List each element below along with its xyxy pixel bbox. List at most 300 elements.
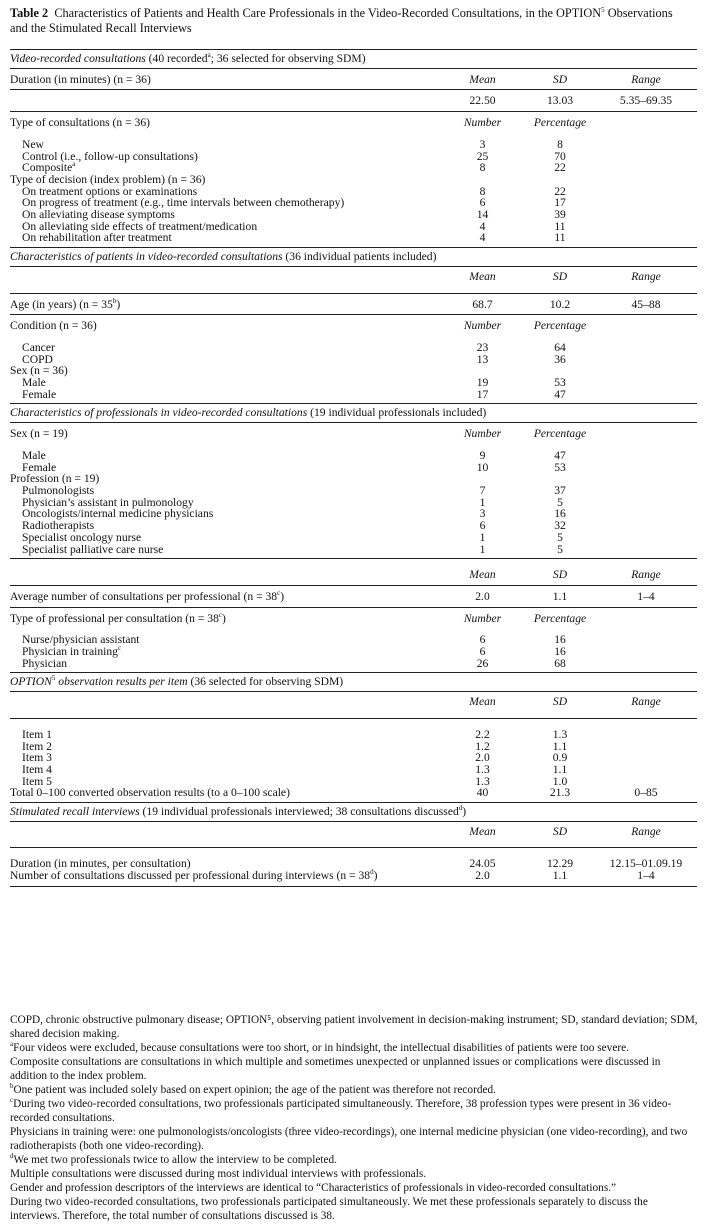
percentage-or-sd-cell: 21.3 <box>549 786 571 800</box>
table-footnotes <box>10 1013 700 1223</box>
percentage-or-sd-cell: 37 <box>554 483 566 497</box>
number-or-mean-cell: 1.3 <box>475 762 490 776</box>
row-label <box>10 569 440 581</box>
row-label-text: On treatment options or examinations <box>22 184 198 198</box>
number-or-mean-cell: 19 <box>476 376 489 390</box>
number-or-mean-cell: 3 <box>479 507 486 521</box>
row-label-text: ) <box>280 589 285 603</box>
row-label <box>10 591 440 603</box>
section-title-detail: (40 recorded <box>145 52 208 65</box>
percentage-or-sd-cell <box>525 174 595 186</box>
number-or-mean-cell: Mean <box>469 72 496 86</box>
table-row <box>10 377 697 389</box>
row-label <box>10 544 440 556</box>
section-title-detail: ; 36 selected for observing SDM) <box>210 52 366 65</box>
footnote <box>10 1055 700 1083</box>
table-row <box>10 69 697 91</box>
number-or-mean-cell: 1.2 <box>475 739 490 753</box>
range-cell <box>595 658 697 670</box>
number-or-mean-cell: 4 <box>479 231 486 245</box>
range-cell <box>595 497 697 509</box>
row-label <box>10 389 440 401</box>
range-cell: Range <box>631 824 661 838</box>
row-label-text: Oncologists/internal medicine physicians <box>22 507 214 521</box>
number-or-mean-cell: 1 <box>479 495 486 509</box>
number-or-mean-cell: 23 <box>476 340 489 354</box>
range-cell: 12.15–01.09.19 <box>609 857 683 871</box>
number-or-mean-cell: 24.05 <box>469 857 496 871</box>
row-label <box>10 377 440 389</box>
range-cell: 0–85 <box>634 786 658 800</box>
range-cell <box>595 389 697 401</box>
table-row <box>10 586 697 608</box>
footnote-text: Composite consultations are consultations in which multiple and sometimes unexpected or unplanned issues or complications were discussed in addition to the index problem. <box>10 1056 661 1082</box>
footnote-text: Gender and profession descriptors of the interviews are identical to “Characteristics of professionals in video-recorded consultations.” <box>10 1182 617 1194</box>
percentage-or-sd-cell: 1.1 <box>552 869 568 883</box>
footnote-marker: d <box>458 804 463 813</box>
section-title-detail: (19 individual professionals included) <box>307 406 487 420</box>
number-or-mean-cell: 4 <box>479 219 486 233</box>
percentage-or-sd-cell: 8 <box>557 137 563 151</box>
number-or-mean-cell: 1.3 <box>475 774 490 788</box>
footnote <box>10 1125 700 1153</box>
range-cell <box>595 151 697 163</box>
table-row <box>10 559 697 586</box>
number-or-mean-cell: Number <box>463 116 502 130</box>
range-cell <box>595 485 697 497</box>
row-label <box>10 296 440 311</box>
percentage-or-sd-cell: 47 <box>554 448 566 462</box>
table-row <box>10 508 697 520</box>
section-title <box>10 407 486 419</box>
number-or-mean-cell: 17 <box>476 387 489 401</box>
footnote <box>10 1083 700 1097</box>
range-cell <box>595 544 697 556</box>
number-or-mean-cell: 68.7 <box>472 297 493 311</box>
table-row <box>10 646 697 658</box>
table-row <box>10 870 697 887</box>
row-label-text: Sex (n = 36) <box>10 364 68 378</box>
percentage-or-sd-cell: Percentage <box>533 116 587 130</box>
footnote-marker: c <box>10 1096 14 1105</box>
number-or-mean-cell: 6 <box>479 196 486 210</box>
number-or-mean-cell: Mean <box>469 269 496 283</box>
table-row <box>10 342 697 354</box>
range-cell <box>595 752 697 764</box>
number-or-mean-cell: 22.50 <box>469 94 496 108</box>
table-row <box>10 112 697 139</box>
row-label-text: Item 2 <box>22 739 52 753</box>
number-or-mean-cell: 2.0 <box>475 751 490 765</box>
range-cell <box>595 139 697 151</box>
number-or-mean-cell: 26 <box>476 656 489 670</box>
footnote-marker: d <box>370 868 374 877</box>
section-title-italic: observation results per item <box>55 675 188 689</box>
table-title: Characteristics of Patients and Health Care Professionals in the Video-Recorded Consultations, in the OPTION <box>54 6 602 20</box>
number-or-mean-cell: Number <box>463 319 502 333</box>
range-cell <box>595 634 697 646</box>
footnote-marker: c <box>117 644 122 653</box>
row-label-text: Age (in years) (n = 35 <box>10 297 113 311</box>
table-row <box>10 365 697 377</box>
percentage-or-sd-cell: 36 <box>554 352 566 366</box>
section-title-italic: Video-recorded consultations <box>10 52 146 65</box>
range-cell <box>595 613 697 625</box>
range-cell: Range <box>631 695 661 709</box>
percentage-or-sd-cell: 53 <box>554 460 566 474</box>
row-label <box>10 342 440 354</box>
percentage-or-sd-cell: SD <box>552 824 568 838</box>
table-row <box>10 315 697 342</box>
range-cell: 5.35–69.35 <box>619 94 673 108</box>
percentage-or-sd-cell: 16 <box>554 507 566 521</box>
footnote <box>10 1097 700 1125</box>
table-row <box>10 267 697 294</box>
number-or-mean-cell: 14 <box>476 208 489 222</box>
range-cell <box>595 450 697 462</box>
percentage-or-sd-cell: 68 <box>554 656 566 670</box>
range-cell <box>595 186 697 198</box>
row-label-text: Item 4 <box>22 762 52 776</box>
range-cell <box>595 741 697 753</box>
percentage-or-sd-cell: SD <box>552 695 568 709</box>
row-label <box>10 271 440 283</box>
number-or-mean-cell: Mean <box>469 695 496 709</box>
row-label-text: ) <box>222 611 226 625</box>
table-row <box>10 151 697 163</box>
number-or-mean-cell: 8 <box>479 161 486 175</box>
section-title <box>10 806 466 818</box>
row-label-text: On alleviating side effects of treatment/medication <box>22 219 258 233</box>
footnote-marker: b <box>112 296 117 305</box>
percentage-or-sd-cell: SD <box>552 72 568 86</box>
range-cell <box>595 508 697 520</box>
number-or-mean-cell: 6 <box>479 633 486 647</box>
range-cell <box>595 221 697 233</box>
range-cell <box>595 428 697 440</box>
row-label-text: Female <box>22 387 57 401</box>
row-label-text: Average number of consultations per professional (n = 38 <box>10 589 278 603</box>
row-label-text: Specialist palliative care nurse <box>22 542 164 556</box>
table-row <box>10 423 697 450</box>
number-or-mean-cell: 6 <box>479 645 486 659</box>
number-or-mean-cell: Mean <box>469 568 496 582</box>
range-cell <box>595 532 697 544</box>
row-label-text: COPD <box>22 352 53 366</box>
table-row <box>10 462 697 474</box>
percentage-or-sd-cell: 17 <box>554 196 566 210</box>
footnote-text: During two video-recorded consultations, two professionals participated simultaneously. Therefore, 38 profession types were present in 36 video-recorded consultations. <box>10 1098 672 1124</box>
row-label-text: Sex (n = 19) <box>10 427 68 441</box>
range-cell <box>595 232 697 244</box>
row-label <box>10 741 440 753</box>
range-cell <box>595 473 697 485</box>
row-label <box>10 752 440 764</box>
characteristics-table <box>10 49 697 887</box>
table-row <box>10 764 697 776</box>
row-label-text: On rehabilitation after treatment <box>22 231 172 245</box>
number-or-mean-cell: Number <box>463 427 502 441</box>
footnote-text: Multiple consultations were discussed during most individual interviews with professionals. <box>10 1168 427 1180</box>
range-cell: 1–4 <box>637 869 655 883</box>
range-cell <box>595 646 697 658</box>
table-row <box>10 354 697 366</box>
row-label-text: Cancer <box>22 340 55 354</box>
percentage-or-sd-cell: 1.3 <box>552 727 568 741</box>
row-label <box>10 365 440 377</box>
range-cell: Range <box>631 269 661 283</box>
row-label-text: Number of consultations discussed per professional during interviews (n = 38 <box>10 869 371 883</box>
percentage-or-sd-cell: 53 <box>554 376 566 390</box>
row-label <box>10 74 440 86</box>
number-or-mean-cell: 25 <box>476 149 489 163</box>
number-or-mean-cell: 2.0 <box>475 869 490 883</box>
number-or-mean-cell: 13 <box>476 352 489 366</box>
row-label <box>10 696 440 708</box>
range-cell <box>595 729 697 741</box>
percentage-or-sd-cell: 22 <box>554 161 566 175</box>
row-label-text: ) <box>373 869 378 883</box>
footnote <box>10 1041 700 1055</box>
table-title-cont: Observations and the Stimulated Recall Interviews <box>10 6 673 35</box>
number-or-mean-cell: 3 <box>479 137 486 151</box>
percentage-or-sd-cell: 0.9 <box>552 751 568 765</box>
table-row <box>10 787 697 803</box>
range-cell <box>595 354 697 366</box>
row-label <box>10 450 440 462</box>
table-row <box>10 450 697 462</box>
percentage-or-sd-cell: 5 <box>557 495 563 509</box>
table-row <box>10 544 697 560</box>
footnote-text: Four videos were excluded, because consultations were too short, or in hindsight, the intellectual disabilities of patients were too severe. <box>13 1042 629 1054</box>
range-cell <box>595 209 697 221</box>
table-row <box>10 608 697 635</box>
row-label <box>10 787 440 799</box>
section-title-italic: Characteristics of professionals in video-recorded consultations <box>10 406 308 420</box>
number-or-mean-cell: 1 <box>479 530 486 544</box>
row-label-text: Nurse/physician assistant <box>22 633 140 647</box>
row-label <box>10 658 440 670</box>
range-cell <box>595 162 697 174</box>
row-label-text: Control (i.e., follow-up consultations) <box>22 149 198 163</box>
row-label-text: Composite <box>22 161 73 175</box>
row-label-text: Physician’s assistant in pulmonology <box>22 495 194 509</box>
row-label <box>10 428 440 440</box>
footnote-marker: a <box>72 160 76 169</box>
percentage-or-sd-cell: 13.03 <box>546 94 574 108</box>
percentage-or-sd-cell: 1.1 <box>552 762 568 776</box>
row-label-text: Female <box>22 460 57 474</box>
row-label-text: Radiotherapists <box>22 519 95 533</box>
row-label <box>10 826 440 838</box>
row-label-text: Item 3 <box>22 751 52 765</box>
row-label-text: Duration (in minutes, per consultation) <box>10 857 191 871</box>
section-header <box>10 247 697 267</box>
footnote-text: We met two professionals twice to allow the interview to be completed. <box>13 1154 337 1166</box>
row-label <box>10 646 440 658</box>
table-row <box>10 719 697 741</box>
range-cell: Range <box>631 72 661 86</box>
row-label <box>10 729 440 741</box>
table-row <box>10 232 697 248</box>
row-label-text: Physician <box>22 656 68 670</box>
percentage-or-sd-cell: 5 <box>557 530 563 544</box>
footnote <box>10 1167 700 1181</box>
footnote-marker: b <box>10 1082 14 1091</box>
percentage-or-sd-cell: SD <box>552 568 568 582</box>
percentage-or-sd-cell: 64 <box>554 340 566 354</box>
number-or-mean-cell: Mean <box>469 824 496 838</box>
percentage-or-sd-cell: 11 <box>554 219 566 233</box>
number-or-mean-cell <box>440 174 525 186</box>
row-label-text: On progress of treatment (e.g., time intervals between chemotherapy) <box>22 196 345 210</box>
percentage-or-sd-cell: Percentage <box>533 611 587 625</box>
row-label-text: Specialist oncology nurse <box>22 530 142 544</box>
footnote <box>10 1153 700 1167</box>
number-or-mean-cell: 40 <box>476 786 489 800</box>
row-label-text: Type of consultations (n = 36) <box>10 116 150 130</box>
table-row <box>10 473 697 485</box>
number-or-mean-cell: 8 <box>479 184 486 198</box>
table-row <box>10 658 697 674</box>
number-or-mean-cell: 2.0 <box>475 589 490 603</box>
percentage-or-sd-cell: 10.2 <box>549 297 571 311</box>
range-cell <box>595 174 697 186</box>
section-title-italic: OPTION <box>10 675 52 689</box>
section-title <box>10 676 343 688</box>
range-cell <box>595 377 697 389</box>
row-label-text: Profession (n = 19) <box>10 472 100 486</box>
footnote-marker: 5 <box>51 674 56 683</box>
table-caption <box>10 6 690 36</box>
section-title-italic: Characteristics of patients in video-recorded consultations <box>10 250 283 264</box>
number-or-mean-cell: 2.2 <box>475 727 490 741</box>
table-row <box>10 692 697 719</box>
footnote-text: One patient was included solely based on expert opinion; the age of the patient was therefore not recorded. <box>13 1084 496 1096</box>
footnote-marker: c <box>218 610 223 619</box>
section-header <box>10 802 697 822</box>
percentage-or-sd-cell: SD <box>552 269 568 283</box>
number-or-mean-cell: 9 <box>479 448 486 462</box>
table-row <box>10 848 697 870</box>
row-label <box>10 232 440 244</box>
row-label-text: Type of decision (index problem) (n = 36) <box>10 172 206 186</box>
percentage-or-sd-cell: 16 <box>554 645 566 659</box>
table-row <box>10 741 697 753</box>
percentage-or-sd-cell: 12.29 <box>546 857 574 871</box>
row-label <box>10 117 440 129</box>
footnote-marker: c <box>277 589 281 598</box>
footnote <box>10 1195 700 1223</box>
section-title <box>10 53 366 65</box>
row-label-text: Duration (in minutes) (n = 36) <box>10 72 151 86</box>
section-title <box>10 251 436 263</box>
section-header <box>10 672 697 692</box>
section-title-detail: ) <box>462 805 467 819</box>
percentage-or-sd-cell: 5 <box>557 542 563 556</box>
section-header <box>10 49 697 69</box>
row-label-text: Total 0–100 converted observation results (to a 0–100 scale) <box>10 786 290 800</box>
footnote-marker: a <box>207 51 211 60</box>
row-label-text: Item 5 <box>22 774 52 788</box>
row-label <box>10 610 440 625</box>
section-title-detail: (36 individual patients included) <box>282 250 437 264</box>
number-or-mean-cell: 1 <box>479 542 486 556</box>
range-cell <box>595 320 697 332</box>
table-row <box>10 294 697 316</box>
section-header <box>10 403 697 423</box>
table-label: Table 2 <box>10 6 49 20</box>
percentage-or-sd-cell: Percentage <box>533 427 587 441</box>
row-label-text: ) <box>116 297 121 311</box>
footnote-marker: a <box>10 1040 14 1049</box>
section-title-detail: (36 selected for observing SDM) <box>187 675 344 689</box>
table-row <box>10 389 697 405</box>
percentage-or-sd-cell: 1.1 <box>552 589 568 603</box>
row-label-text: Male <box>22 376 46 390</box>
percentage-or-sd-cell: 39 <box>554 208 566 222</box>
percentage-or-sd-cell: 16 <box>554 633 566 647</box>
number-or-mean-cell: Number <box>463 611 502 625</box>
row-label-text: Item 1 <box>22 727 52 741</box>
row-label-text: Pulmonologists <box>22 483 95 497</box>
footnote-text: Physicians in training were: one pulmonologists/oncologists (three video-recordings), one internal medicine physician (one video-recording), and two radiotherapists (both one video-recording). <box>10 1126 688 1152</box>
superscript: 5 <box>601 5 605 14</box>
range-cell <box>595 365 697 377</box>
row-label <box>10 764 440 776</box>
range-cell <box>595 520 697 532</box>
number-or-mean-cell: 10 <box>476 460 489 474</box>
table-row <box>10 752 697 764</box>
number-or-mean-cell: 7 <box>479 483 486 497</box>
range-cell <box>595 342 697 354</box>
range-cell <box>595 197 697 209</box>
footnote-marker: d <box>10 1152 14 1161</box>
table-row <box>10 822 697 849</box>
row-label-text: New <box>22 137 44 151</box>
row-label <box>10 320 440 332</box>
range-cell <box>595 117 697 129</box>
percentage-or-sd-cell: Percentage <box>533 319 587 333</box>
percentage-or-sd-cell: 22 <box>554 184 566 198</box>
footnote <box>10 1013 700 1041</box>
row-label-text: Physician in training <box>22 645 118 659</box>
footnote <box>10 1181 700 1195</box>
table-row <box>10 90 697 112</box>
row-label-text: Condition (n = 36) <box>10 319 97 333</box>
range-cell: 45–88 <box>631 297 661 311</box>
range-cell <box>595 462 697 474</box>
range-cell: Range <box>631 568 661 582</box>
range-cell: 1–4 <box>637 589 655 603</box>
row-label-text: On alleviating disease symptoms <box>22 208 175 222</box>
percentage-or-sd-cell: 47 <box>554 387 566 401</box>
row-label <box>10 870 440 882</box>
footnote-text: During two video-recorded consultations, two professionals participated simultaneously. We met these professionals separately to discuss the interviews. Therefore, the total number of consultations discussed is 38. <box>10 1196 648 1222</box>
section-title-italic: Stimulated recall interviews <box>10 805 140 819</box>
row-label-text: Type of professional per consultation (n = 38 <box>10 611 219 625</box>
row-label-text: Male <box>22 448 46 462</box>
range-cell <box>595 764 697 776</box>
row-label <box>10 354 440 366</box>
percentage-or-sd-cell: 1.0 <box>552 774 568 788</box>
percentage-or-sd-cell: 11 <box>554 231 566 245</box>
percentage-or-sd-cell: 70 <box>554 149 566 163</box>
number-or-mean-cell: 6 <box>479 519 486 533</box>
percentage-or-sd-cell: 32 <box>554 519 566 533</box>
row-label <box>10 95 440 107</box>
percentage-or-sd-cell: 1.1 <box>552 739 568 753</box>
